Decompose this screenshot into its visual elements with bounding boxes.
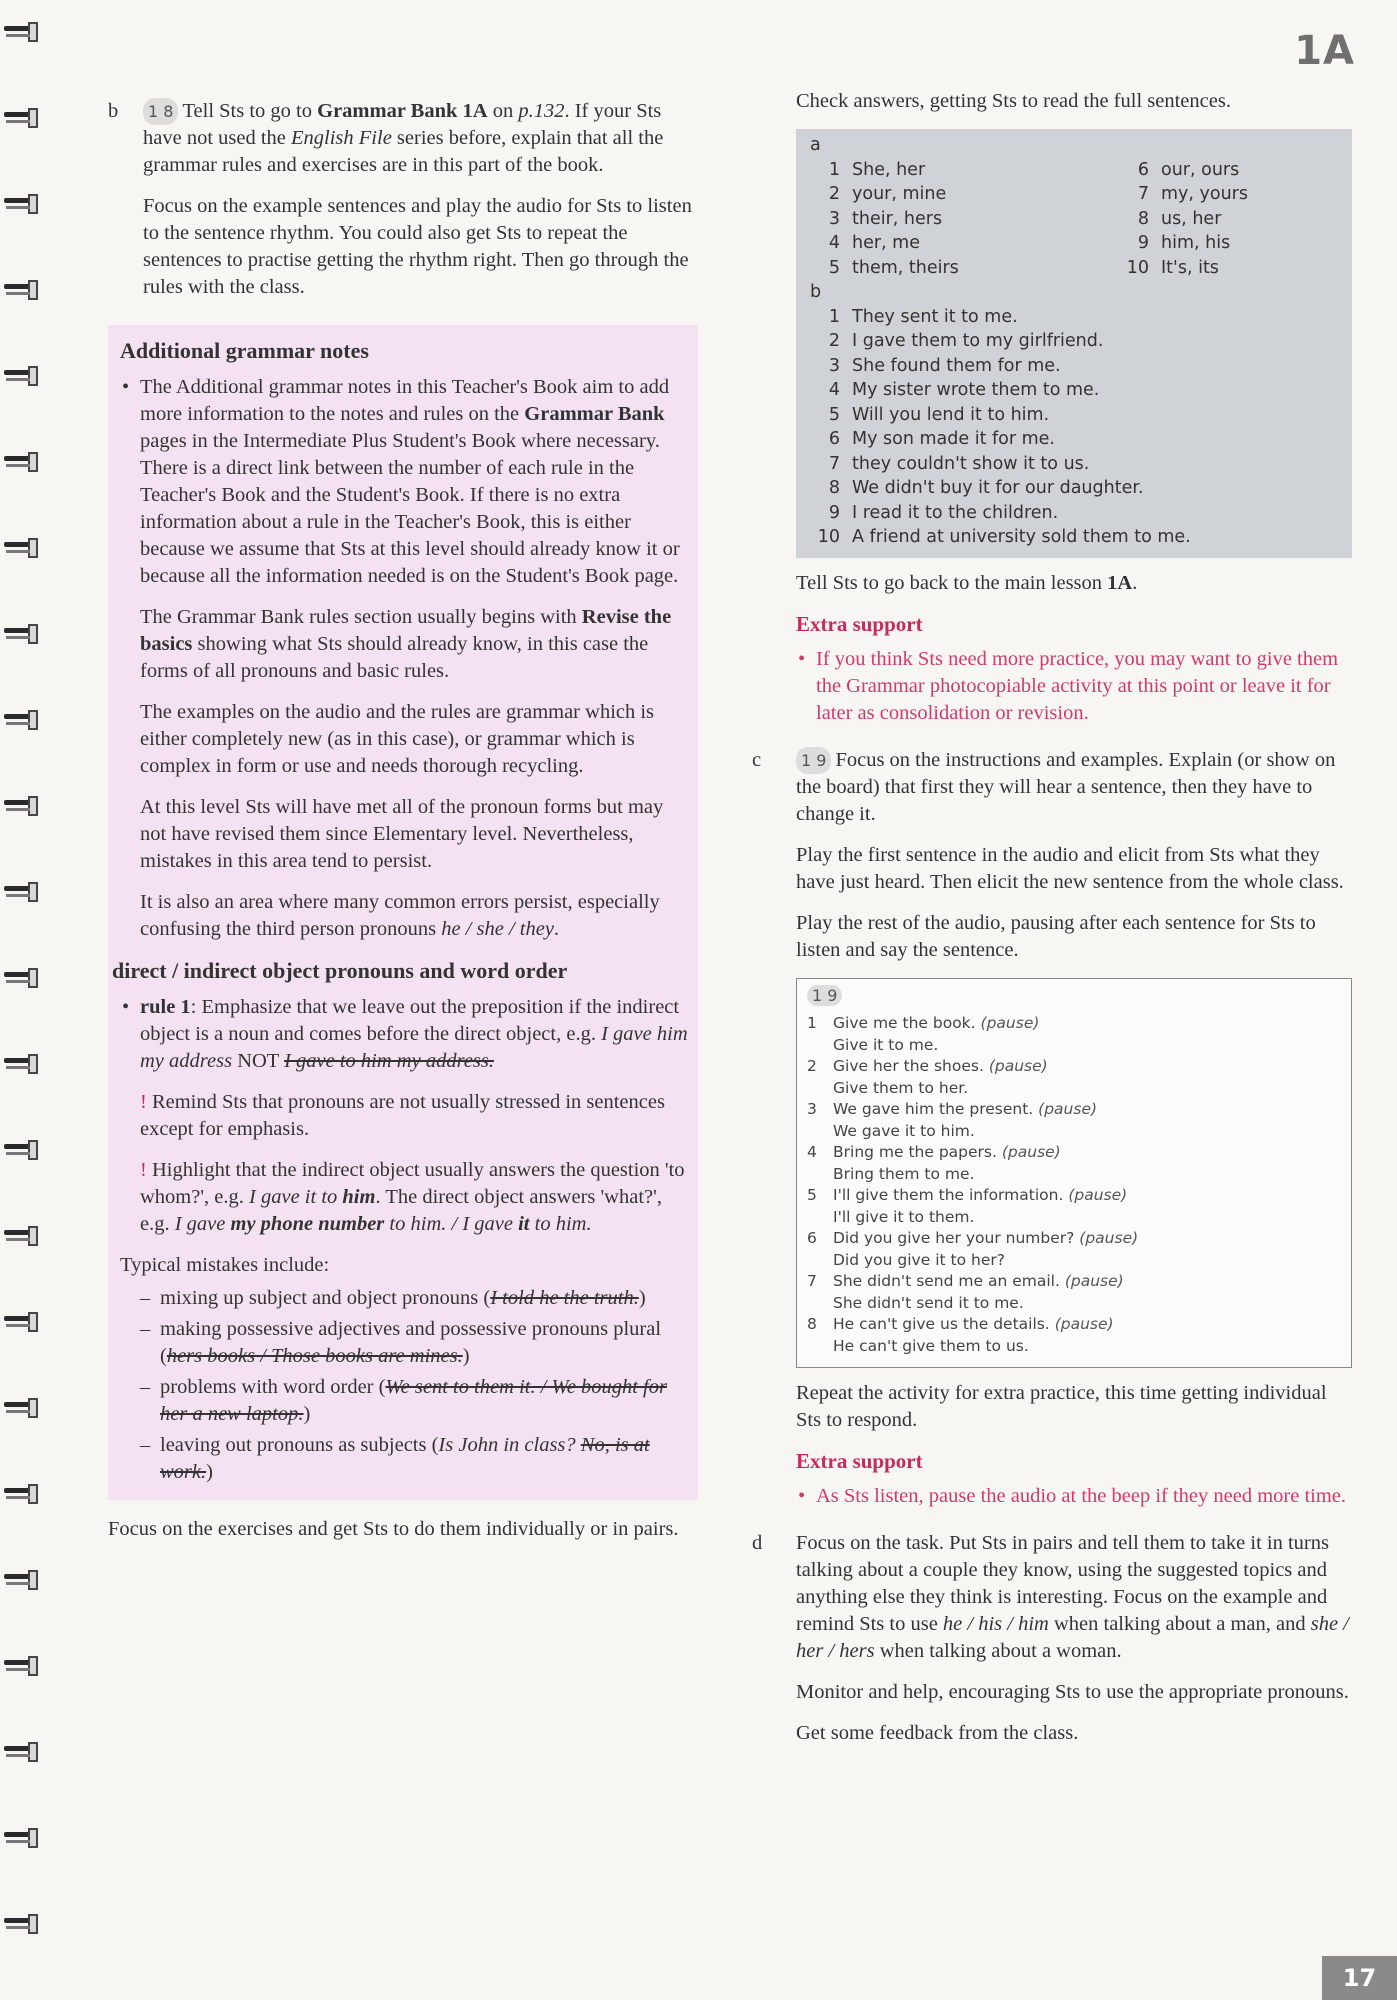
notes-intro: • The Additional grammar notes in this Teacher's Book aim to add more information to the notes and rules on the Grammar Bank pages in the Intermediate Plus Student's Book where necessary. There is a direct link between the number of each rule in the Teacher's Book and the Student's Book. If there is no extra information about a rule in the Teacher's Book, this is either because we assume that Sts at this level should already know it or because all the information needed is on the Student's Book page. <box>120 374 688 590</box>
extra-support-text: • As Sts listen, pause the audio at the beep if they need more time. <box>796 1483 1352 1510</box>
notes-paragraph-4: At this level Sts will have met all of the pronoun forms but may not have revised them since Elementary level. Nevertheless, mistakes in this area tend to persist. <box>140 796 664 872</box>
section-c <box>752 747 1352 1511</box>
additional-grammar-notes <box>108 325 698 1500</box>
answer-item: 2 your, mine <box>828 184 947 204</box>
audio-track-icon: 1 9 <box>796 747 831 774</box>
binding-coil <box>4 1398 42 1420</box>
notes-paragraph-3: The examples on the audio and the rules are grammar which is either completely new (as in this case), or grammar which is complex in form or use and needs thorough recycling. <box>140 701 655 777</box>
binding-coil <box>4 1226 42 1248</box>
binding-coil <box>4 1828 42 1850</box>
section-b-paragraph-2: Focus on the example sentences and play the audio for Sts to listen to the sentence rhythm. You could also get Sts to repeat the sentences to practise getting the rhythm right. Then go through the rules with the class. <box>143 195 692 298</box>
notes-paragraph-5: It is also an area where many common errors persist, especially confusing the third person pronouns he / she / they. <box>140 891 660 940</box>
extra-support-heading: Extra support <box>796 1449 923 1473</box>
binding-coil <box>4 1914 42 1936</box>
binding-coil <box>4 1742 42 1764</box>
section-letter-b: b <box>108 100 119 122</box>
answer-item: 7 they couldn't show it to us. <box>828 453 1090 474</box>
answer-item: 8 us, her <box>1137 208 1222 229</box>
section-b-paragraph-1: 1 8 Tell Sts to go to Grammar Bank 1A on p.132. If your Sts have not used the English File series before, explain that all the grammar rules and exercises are in this part of the book. <box>143 100 664 176</box>
rule-1: • rule 1: Emphasize that we leave out the preposition if the indirect object is a noun and comes before the direct object, e.g. I gave him my address NOT I gave to him my address. <box>120 994 688 1075</box>
audio-item: 2 Give her the shoes. (pause) Give them to her. <box>807 1057 1048 1097</box>
answer-item: 5 Will you lend it to him. <box>828 404 1050 425</box>
answer-item: 2 I gave them to my girlfriend. <box>828 331 1104 351</box>
binding-coil <box>4 108 42 130</box>
audio-item: 4 Bring me the papers. (pause) Bring them to me. <box>807 1143 1061 1183</box>
notes-title: Additional grammar notes <box>120 338 369 363</box>
audio-script <box>796 978 1352 1369</box>
binding-coil <box>4 194 42 216</box>
binding-coil <box>4 538 42 560</box>
answer-label-a: a <box>810 135 821 155</box>
page-number: 17 <box>1322 1956 1397 2000</box>
binding-coil <box>4 22 42 44</box>
binding-coil <box>4 1312 42 1334</box>
mistakes-heading: Typical mistakes include: <box>120 1254 330 1276</box>
binding-coil <box>4 624 42 646</box>
binding-coil <box>4 710 42 732</box>
binding-coil <box>4 280 42 302</box>
answer-item: 7 my, yours <box>1137 184 1248 204</box>
answer-item: 9 him, his <box>1137 233 1231 253</box>
section-letter-c: c <box>752 748 762 771</box>
answer-item: 3 She found them for me. <box>828 355 1061 376</box>
extra-support-text: • If you think Sts need more practice, you may want to give them the Grammar photocopiable activity at this point or leave it for later as consolidation or revision. <box>796 646 1352 727</box>
answer-item: 1 They sent it to me. <box>828 306 1018 327</box>
binding-coil <box>4 1484 42 1506</box>
audio-item: 7 She didn't send me an email. (pause) She didn't send it to me. <box>807 1272 1124 1312</box>
mistake-item: – problems with word order (We sent to them it. / We bought for her a new laptop.) <box>120 1374 688 1428</box>
answer-item: 8 We didn't buy it for our daughter. <box>828 478 1144 498</box>
binding-coil <box>4 1656 42 1678</box>
section-b <box>108 98 698 301</box>
mistake-item: – mixing up subject and object pronouns (I told he the truth.) <box>120 1285 688 1312</box>
answer-label-b: b <box>810 282 822 302</box>
binding-coil <box>4 1054 42 1076</box>
note-exclaim-1: ! Remind Sts that pronouns are not usually stressed in sentences except for emphasis. <box>140 1091 665 1140</box>
check-answers: Check answers, getting Sts to read the full sentences. <box>796 90 1231 112</box>
extra-support-heading: Extra support <box>796 611 923 636</box>
answer-item: 10 It's, its <box>1126 257 1219 278</box>
answer-item: 10 A friend at university sold them to me. <box>817 527 1191 547</box>
notes-subheading: direct / indirect object pronouns and word order <box>112 958 568 983</box>
section-letter-d: d <box>752 1532 763 1554</box>
binding-coil <box>4 796 42 818</box>
audio-item: 8 He can't give us the details. (pause) He can't give them to us. <box>807 1315 1114 1355</box>
right-column <box>752 88 1352 1761</box>
section-d-paragraph-1: Focus on the task. Put Sts in pairs and tell them to take it in turns talking about a couple they know, using the suggested topics and anything else they think is interesting. Focus on the example and remind Sts to use he / his / him when talking about a man, and she / her / hers when talking about a woman. <box>796 1532 1349 1662</box>
audio-item: 5 I'll give them the information. (pause) I'll give it to them. <box>807 1186 1128 1226</box>
note-exclaim-2: ! Highlight that the indirect object usually answers the question 'to whom?', e.g. I gave it to him. The direct object answers 'what?', e.g. I gave my phone number to him. / I gave it to him. <box>140 1159 685 1235</box>
answer-item: 6 My son made it for me. <box>828 429 1055 449</box>
audio-item: 6 Did you give her your number? (pause) Did you give it to her? <box>807 1229 1139 1269</box>
section-d-paragraph-2: Monitor and help, encouraging Sts to use the appropriate pronouns. <box>796 1681 1349 1703</box>
answer-item: 1 She, her <box>828 159 926 180</box>
back-to-lesson: Tell Sts to go back to the main lesson 1A. <box>796 571 1138 594</box>
audio-item: 3 We gave him the present. (pause) We gave it to him. <box>807 1100 1098 1140</box>
answer-item: 3 their, hers <box>828 208 943 229</box>
answer-item: 4 My sister wrote them to me. <box>828 380 1100 400</box>
section-d <box>752 1530 1352 1747</box>
audio-track-icon: 1 8 <box>143 98 178 125</box>
answer-item: 9 I read it to the children. <box>828 502 1059 523</box>
repeat-activity: Repeat the activity for extra practice, this time getting individual Sts to respond. <box>796 1382 1327 1431</box>
binding-coil <box>4 968 42 990</box>
mistake-item: – leaving out pronouns as subjects (Is John in class? No, is at work.) <box>120 1432 688 1486</box>
audio-track-icon: 1 9 <box>807 985 842 1007</box>
spiral-binding <box>0 0 52 2000</box>
answer-item: 4 her, me <box>828 233 920 253</box>
binding-coil <box>4 1570 42 1592</box>
binding-coil <box>4 452 42 474</box>
left-column <box>108 98 698 1557</box>
binding-coil <box>4 1140 42 1162</box>
answer-item: 6 our, ours <box>1137 159 1240 180</box>
closing-paragraph: Focus on the exercises and get Sts to do them individually or in pairs. <box>108 1518 679 1540</box>
answer-item: 5 them, theirs <box>828 257 959 278</box>
binding-coil <box>4 882 42 904</box>
section-c-paragraph-1: 1 9 Focus on the instructions and examples. Explain (or show on the board) that first they will hear a sentence, then they have to change it. <box>796 748 1336 825</box>
section-c-paragraph-3: Play the rest of the audio, pausing after each sentence for Sts to listen and say the sentence. <box>796 911 1316 961</box>
audio-item: 1 Give me the book. (pause) Give it to me. <box>807 1014 1040 1054</box>
section-c-paragraph-2: Play the first sentence in the audio and elicit from Sts what they have just heard. Then elicit the new sentence from the whole class. <box>796 843 1344 893</box>
section-d-paragraph-3: Get some feedback from the class. <box>796 1722 1079 1744</box>
mistake-item: – making possessive adjectives and possessive pronouns plural (hers books / Those books are mines.) <box>120 1316 688 1370</box>
notes-paragraph-2: The Grammar Bank rules section usually begins with Revise the basics showing what Sts should already know, in this case the forms of all pronouns and basic rules. <box>140 606 672 682</box>
unit-label: 1A <box>1294 28 1355 74</box>
answer-key <box>796 129 1352 558</box>
binding-coil <box>4 366 42 388</box>
